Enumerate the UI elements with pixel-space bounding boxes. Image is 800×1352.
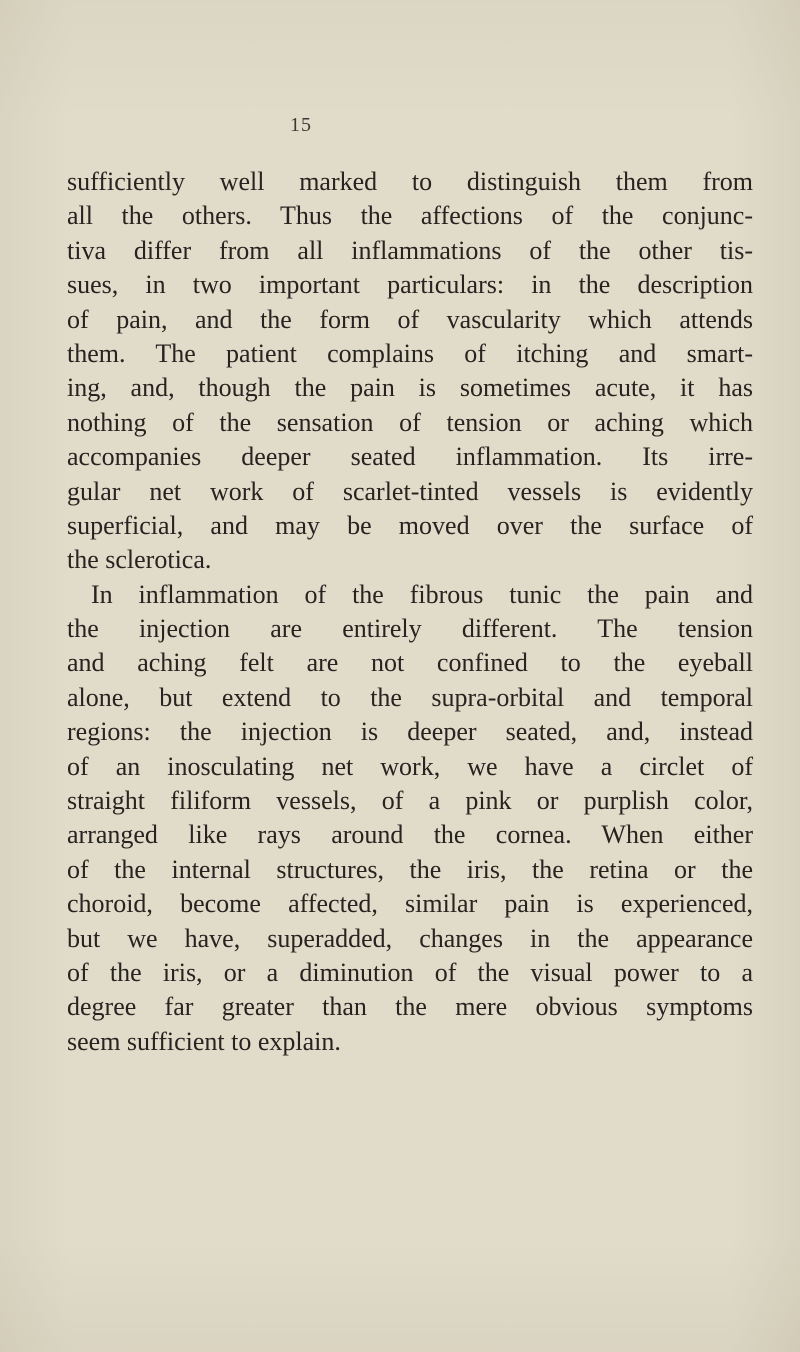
text-line: all the others. Thus the affections of the conjunc-: [67, 201, 753, 231]
text-line: superficial, and may be moved over the surface of: [67, 510, 753, 540]
text-line: but we have, superadded, changes in the appearance: [67, 923, 753, 953]
text-line: ing, and, though the pain is sometimes acute, it has: [67, 373, 753, 403]
text-line: and aching felt are not confined to the eyeball: [67, 648, 753, 678]
text-line: arranged like rays around the cornea. When either: [67, 820, 753, 850]
text-line: seem sufficient to explain.: [67, 1026, 341, 1056]
text-line: the sclerotica.: [67, 545, 212, 575]
paragraph-1: [67, 165, 753, 578]
text-line: of an inosculating net work, we have a circlet of: [67, 751, 753, 781]
text-line: them. The patient complains of itching and smart-: [67, 338, 753, 368]
text-line: regions: the injection is deeper seated, and, instead: [67, 717, 753, 747]
text-line: of the internal structures, the iris, the retina or the: [67, 854, 753, 884]
text-line: the injection are entirely different. The tension: [67, 614, 753, 644]
text-line: In inflammation of the fibrous tunic the pain and: [91, 579, 753, 609]
paragraph-2: [67, 578, 753, 1059]
text-line: tiva differ from all inflammations of the other tis-: [67, 235, 753, 265]
text-line: nothing of the sensation of tension or aching which: [67, 407, 753, 437]
text-line: choroid, become affected, similar pain is experienced,: [67, 889, 753, 919]
text-line: sufficiently well marked to distinguish them from: [67, 167, 753, 196]
text-line: alone, but extend to the supra-orbital and temporal: [67, 682, 753, 712]
text-line: sues, in two important particulars: in the description: [67, 270, 753, 300]
text-line: of the iris, or a diminution of the visual power to a: [67, 957, 753, 987]
text-line: degree far greater than the mere obvious symptoms: [67, 992, 753, 1022]
text-line: gular net work of scarlet-tinted vessels is evidently: [67, 476, 753, 506]
text-line: of pain, and the form of vascularity which attends: [67, 304, 753, 334]
text-line: accompanies deeper seated inflammation. Its irre-: [67, 442, 753, 472]
page-number: 15: [290, 114, 312, 136]
text-line: straight filiform vessels, of a pink or purplish color,: [67, 786, 753, 816]
body-text: [67, 165, 753, 1059]
